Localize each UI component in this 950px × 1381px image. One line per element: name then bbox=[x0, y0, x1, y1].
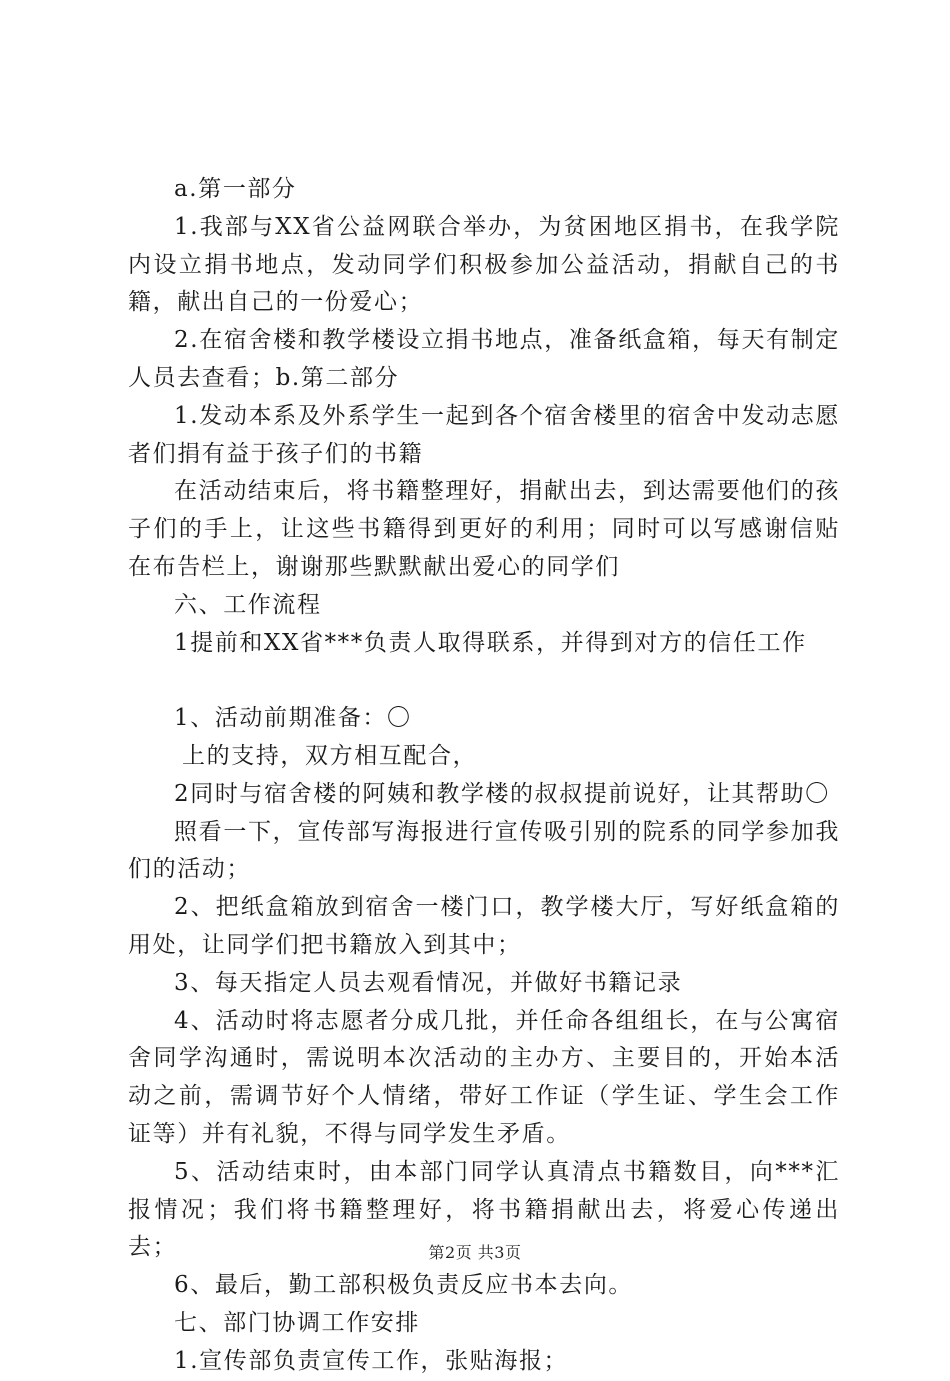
paragraph: 5、活动结束时，由本部门同学认真清点书籍数目，向***汇报情况；我们将书籍整理好，将书籍捐献出去，将爱心传递出去； bbox=[128, 1158, 840, 1261]
paragraph: 6、最后，勤工部积极负责反应书本去向。 bbox=[174, 1272, 634, 1299]
paragraph: 1.发动本系及外系学生一起到各个宿舍楼里的宿舍中发动志愿者们捐有益于孩子们的书籍 bbox=[128, 402, 840, 467]
section-heading-workflow: 六、工作流程 bbox=[174, 591, 322, 618]
paragraph: 3、每天指定人员去观看情况，并做好书籍记录 bbox=[174, 969, 683, 996]
paragraph: 2、把纸盒箱放到宿舍一楼门口，教学楼大厅，写好纸盒箱的用处，让同学们把书籍放入到其中； bbox=[128, 894, 840, 958]
document-body bbox=[128, 171, 840, 1381]
paragraph: 在活动结束后，将书籍整理好，捐献出去，到达需要他们的孩子们的手上，让这些书籍得到更好的利用；同时可以写感谢信贴在布告栏上，谢谢那些默默献出爱心的同学们 bbox=[128, 478, 840, 580]
paragraph: 2同时与宿舍楼的阿姨和教学楼的叔叔提前说好，让其帮助〇 bbox=[174, 780, 830, 807]
paragraph: 1.宣传部负责宣传工作，张贴海报； bbox=[174, 1347, 569, 1374]
paragraph: 4、活动时将志愿者分成几批，并任命各组组长，在与公寓宿舍同学沟通时，需说明本次活动的主办方、主要目的，开始本活动之前，需调节好个人情绪，带好工作证（学生证、学生会工作证等）并有礼貌，不得与同学发生矛盾。 bbox=[128, 1007, 840, 1147]
paragraph: 1、活动前期准备：〇 bbox=[174, 705, 412, 732]
section-heading-coordination: 七、部门协调工作安排 bbox=[174, 1309, 420, 1336]
paragraph: 上的支持，双方相互配合， bbox=[182, 742, 478, 769]
page-number-footer: 第2页 共3页 bbox=[428, 1243, 522, 1262]
paragraph: 2.在宿舍楼和教学楼设立捐书地点，准备纸盒箱，每天有制定人员去查看；b.第二部分 bbox=[128, 327, 840, 391]
paragraph: 1.我部与XX省公益网联合举办，为贫困地区捐书，在我学院内设立捐书地点，发动同学们积极参加公益活动，捐献自己的书籍，献出自己的一份爱心； bbox=[128, 213, 840, 316]
paragraph: 1提前和XX省***负责人取得联系，并得到对方的信任工作 bbox=[174, 629, 807, 656]
section-heading-part-a: a.第一部分 bbox=[174, 176, 297, 202]
blank-line bbox=[128, 662, 840, 700]
paragraph: 照看一下，宣传部写海报进行宣传吸引别的院系的同学参加我们的活动； bbox=[128, 818, 840, 883]
